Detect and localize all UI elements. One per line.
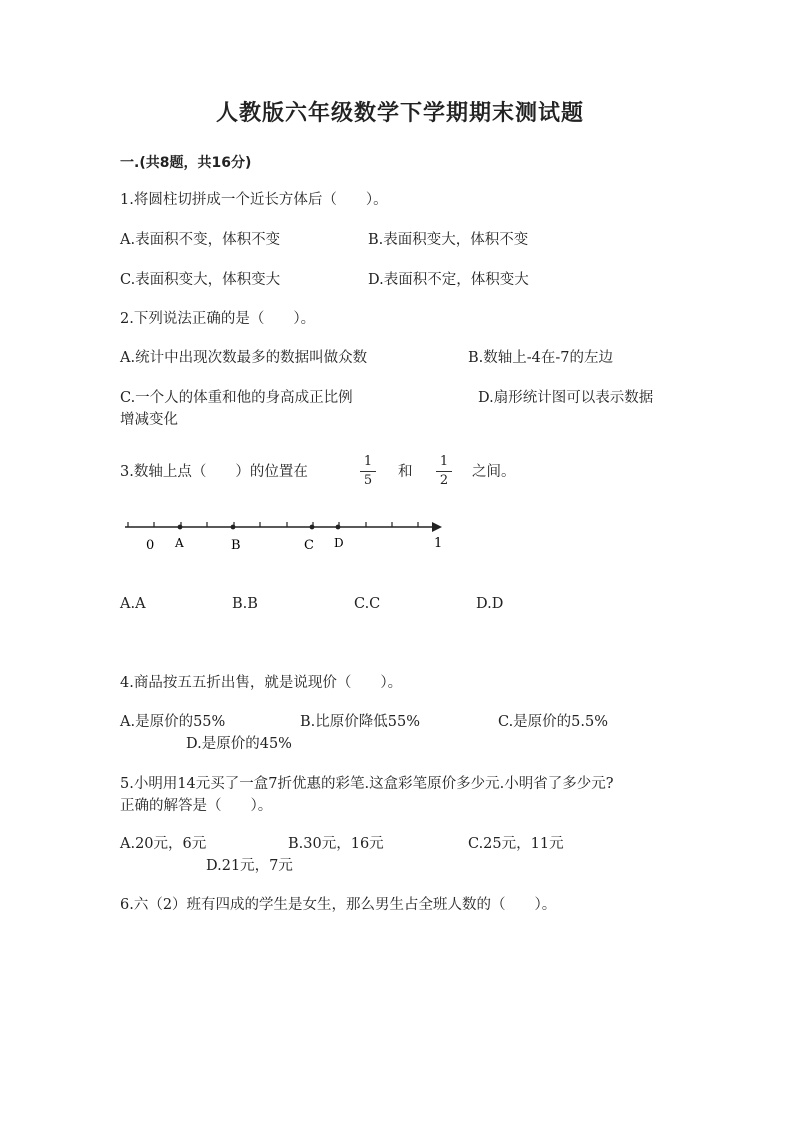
question-6-stem: 6.六（2）班有四成的学生是女生，那么男生占全班人数的（ ）。 [120, 897, 557, 913]
question-4-option-b: B.比原价降低55% [300, 714, 420, 730]
question-5-option-c: C.25元，11元 [468, 836, 564, 852]
fraction-numerator: 1 [439, 454, 449, 469]
fraction-one-fifth [360, 454, 376, 489]
point-a-dot [178, 525, 183, 530]
label-c: C [304, 538, 314, 553]
point-b-dot [231, 525, 236, 530]
question-5-stem-continued: 正确的解答是（ ）。 [120, 798, 273, 814]
question-5-stem: 5.小明用14元买了一盒7折优惠的彩笔.这盒彩笔原价多少元.小明省了多少元? [120, 776, 614, 792]
fraction-denominator: 2 [439, 473, 449, 488]
number-line [120, 515, 450, 555]
point-d-dot [336, 525, 341, 530]
page-title: 人教版六年级数学下学期期末测试题 [215, 100, 584, 126]
question-2-stem: 2.下列说法正确的是（ ）。 [120, 311, 316, 327]
question-1-option-d: D.表面积不定，体积变大 [368, 272, 529, 288]
label-d: D [334, 536, 344, 550]
question-5-option-a: A.20元，6元 [120, 836, 207, 852]
label-b: B [231, 538, 241, 553]
question-1-stem: 1.将圆柱切拼成一个近长方体后（ ）。 [120, 192, 388, 208]
question-1-option-a: A.表面积不变，体积不变 [120, 232, 281, 248]
question-2-option-b: B.数轴上-4在-7的左边 [468, 350, 614, 366]
question-3-option-b: B.B [232, 596, 258, 612]
question-3-and: 和 [398, 464, 413, 480]
number-line-ticks [128, 522, 418, 527]
question-2-option-d-continued: 增减变化 [120, 412, 178, 428]
number-line-arrow [432, 522, 442, 532]
fraction-denominator: 5 [363, 473, 373, 488]
fraction-one-half [436, 454, 452, 489]
point-c-dot [310, 525, 315, 530]
question-3-option-a: A.A [120, 596, 146, 612]
label-zero: 0 [146, 538, 155, 553]
question-3-stem: 3.数轴上点（ ）的位置在 [120, 464, 308, 480]
question-2-option-a: A.统计中出现次数最多的数据叫做众数 [120, 350, 368, 366]
fraction-numerator: 1 [363, 454, 373, 469]
question-3-option-c: C.C [354, 596, 381, 612]
label-one: 1 [434, 536, 443, 551]
question-5-option-d: D.21元，7元 [206, 858, 293, 874]
question-2-option-c: C.一个人的体重和他的身高成正比例 [120, 390, 353, 406]
question-3-stem-end: 之间。 [472, 464, 516, 480]
question-5-option-b: B.30元，16元 [288, 836, 384, 852]
question-3-option-d: D.D [476, 596, 504, 612]
question-2-option-d: D.扇形统计图可以表示数据 [478, 390, 654, 406]
question-4-option-a: A.是原价的55% [120, 714, 226, 730]
label-a: A [175, 536, 184, 550]
question-1-option-c: C.表面积变大，体积变大 [120, 272, 281, 288]
question-4-stem: 4.商品按五五折出售，就是说现价（ ）。 [120, 675, 403, 691]
question-4-option-c: C.是原价的5.5% [498, 714, 609, 730]
fraction-bar [436, 471, 452, 472]
question-1-option-b: B.表面积变大，体积不变 [368, 232, 529, 248]
question-4-option-d: D.是原价的45% [186, 736, 292, 752]
section-heading: 一.(共8题，共16分) [120, 155, 252, 171]
fraction-bar [360, 471, 376, 472]
